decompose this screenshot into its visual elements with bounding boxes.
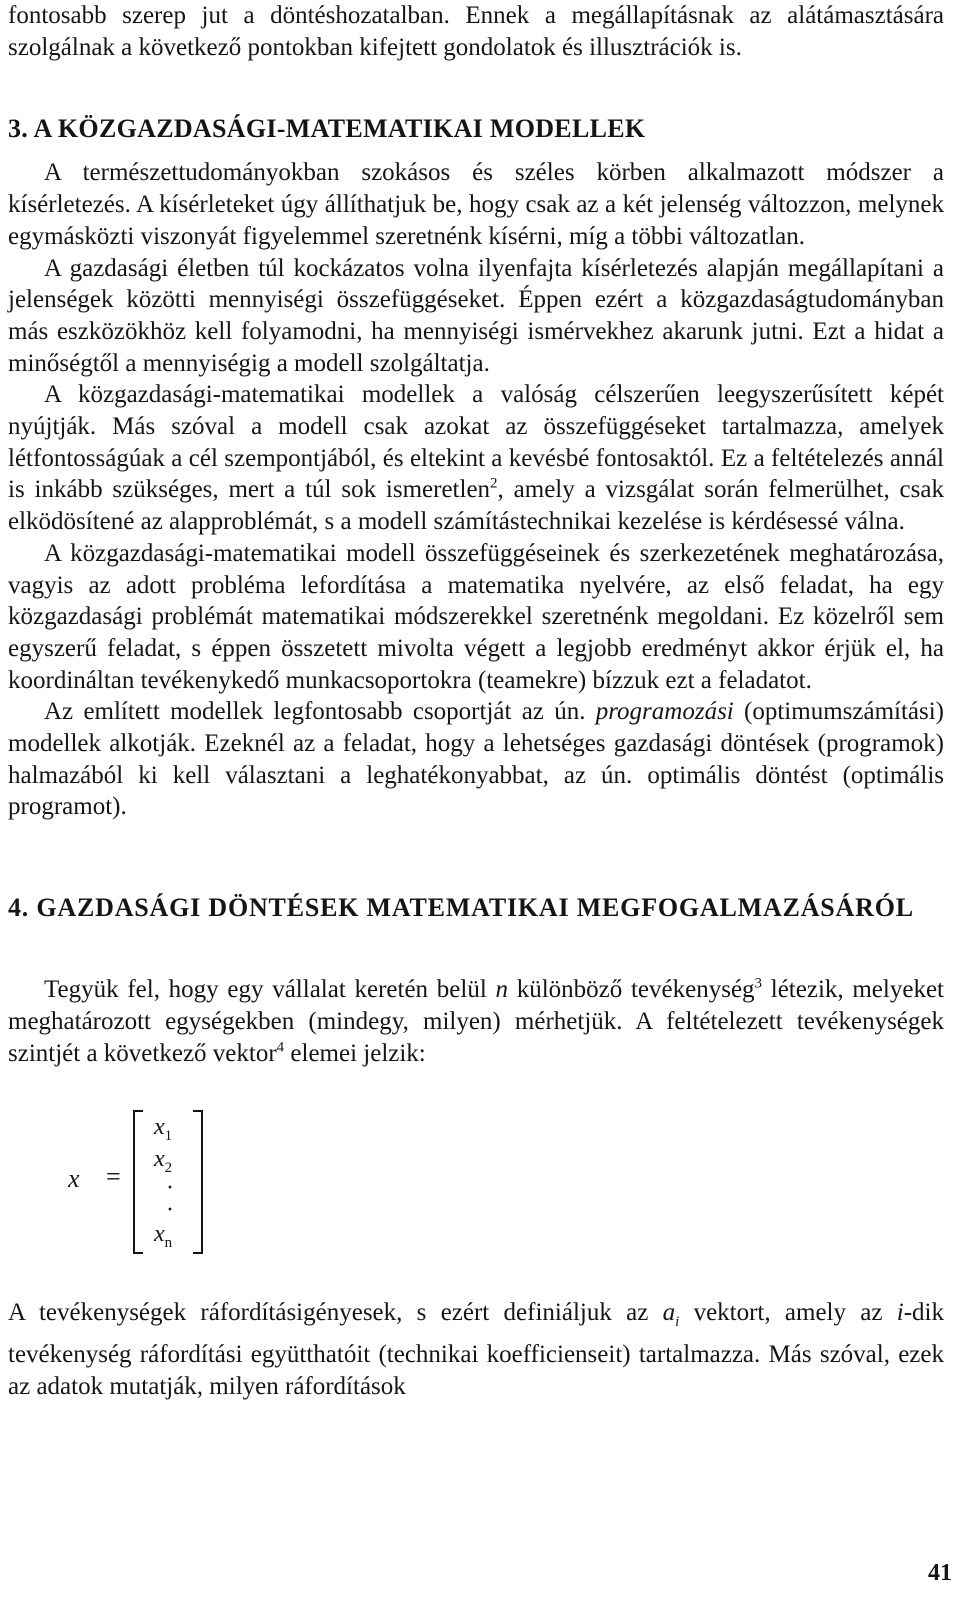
section-4-paragraph-1 [8,974,944,1069]
vector-entry-2: $x_2$ [154,1146,173,1177]
s4p1-text-a: Tegyük fel, hogy egy vállalat keretén belül [44,976,496,1004]
s4p2-text-a: A tevékenységek ráfordításigényesek, s ezért definiáljuk az [8,1299,663,1327]
page-number: 41 [928,1560,952,1586]
vector-entry-n: $x_n$ [154,1221,173,1252]
vector-formula [8,1105,944,1255]
section-3-paragraph-5 [8,696,944,823]
p3-text-a: A közgazdasági-matematikai modellek a valóság célszerűen leegyszerűsített képét nyújtják. Más szóval a modell csak azokat az összefüggéseket tartalmazza, amelyek létfontosságúak a cél szempontjából, és eltekint a kevésbé fontosaktól. Ez a feltételezés annál is inkább szükséges, mert a túl sok ismeretlen [8,381,944,504]
section-3-paragraph-1: A természettudományokban szokásos és széles körben alkalmazott módszer a kísérletezés. A kísérleteket úgy állíthatjuk be, hogy csak az a két jelenség változzon, melynek egymásközti viszonyát figyelemmel szeretnénk kísérni, míg a többi változatlan. [8,159,944,250]
footnote-ref-3: 3 [754,975,763,992]
s4p1-text-b: különböző tevékenység [508,976,755,1004]
page [8,0,944,1402]
footnote-ref-4: 4 [276,1039,285,1056]
p3-text-b: , amely a vizsgálat során felmerülhet, csak elködösítené az alapproblémát, s a modell számítástechnikai kezelése is kérdésessé válna. [8,476,944,536]
vector-dot-2: · [166,1197,174,1224]
s4p1-text-c: létezik, melyeket meghatározott egységekben (mindegy, milyen) mérhetjük. A feltételezett tevékenységek szintjét a következő vektor [8,976,944,1067]
section-3-paragraph-3 [8,379,944,538]
variable-i: i [896,1299,904,1327]
formula-equals: = [106,1162,121,1192]
s4p1-text-d: elemei jelzik: [284,1039,426,1067]
left-bracket [133,1110,143,1254]
right-bracket [193,1110,203,1254]
s4p2-text-c: -dik tevékenység ráfordítási együtthatóit (technikai koefficienseit) tartalmazza. Más szóval, ezek az adatok mutatják, milyen ráfordítások [8,1299,944,1400]
p5-emphasis: programozási [595,698,734,726]
vector-dot-1: · [166,1175,174,1202]
vector-a-i: $a_i$ [662,1299,680,1331]
section-4-title: 4. GAZDASÁGI DÖNTÉSEK MATEMATIKAI MEGFOGALMAZÁSÁRÓL [8,893,914,923]
p5-text-b: (optimumszámítási) modellek alkotják. Ezeknél az a feladat, hogy a lehetséges gazdasági döntések (programok) halmazából ki kell választani a leghatékonyabbat, az ún. optimális döntést (optimális programot). [8,698,945,821]
section-4-paragraph-2 [8,1297,944,1402]
section-3-title: 3. A KÖZGAZDASÁGI-MATEMATIKAI MODELLEK [8,114,646,144]
formula-lhs: x [68,1164,80,1194]
intro-paragraph: fontosabb szerep jut a döntéshozatalban. Ennek a megállapításnak az alátámasztására szolgálnak a következő pontokban kifejtett gondolatok és illusztrációk is. [8,2,944,61]
p5-text-a: Az említett modellek legfontosabb csoportját az ún. [44,698,596,726]
s4p2-text-b: vektort, amely az [679,1299,897,1327]
vector-entry-1: $x_1$ [154,1114,173,1145]
variable-n: n [495,976,508,1004]
section-3-paragraph-2: A gazdasági életben túl kockázatos volna ilyenfajta kísérletezés alapján megállapítani a jelenségek közötti mennyiségi összefüggéseket. Éppen ezért a közgazdaságtudományban más eszközökhöz kell folyamodni, ha mennyiségi ismérvekhez akarunk jutni. Ezt a hidat a minőségtől a mennyiségig a modell szolgáltatja. [8,254,944,377]
section-3-paragraph-4: A közgazdasági-matematikai modell összefüggéseinek és szerkezetének meghatározása, vagyis az adott probléma lefordítása a matematika nyelvére, az első feladat, ha egy közgazdasági problémát matematikai módszerekkel szeretnénk megoldani. Ez közelről sem egyszerű feladat, s éppen összetett mivolta végett a legjobb eredményt akkor érjük el, ha koordináltan tevékenykedő munkacsoportokra (teamekre) bízzuk ezt a feladatot. [8,539,944,694]
footnote-ref-2: 2 [490,476,498,493]
